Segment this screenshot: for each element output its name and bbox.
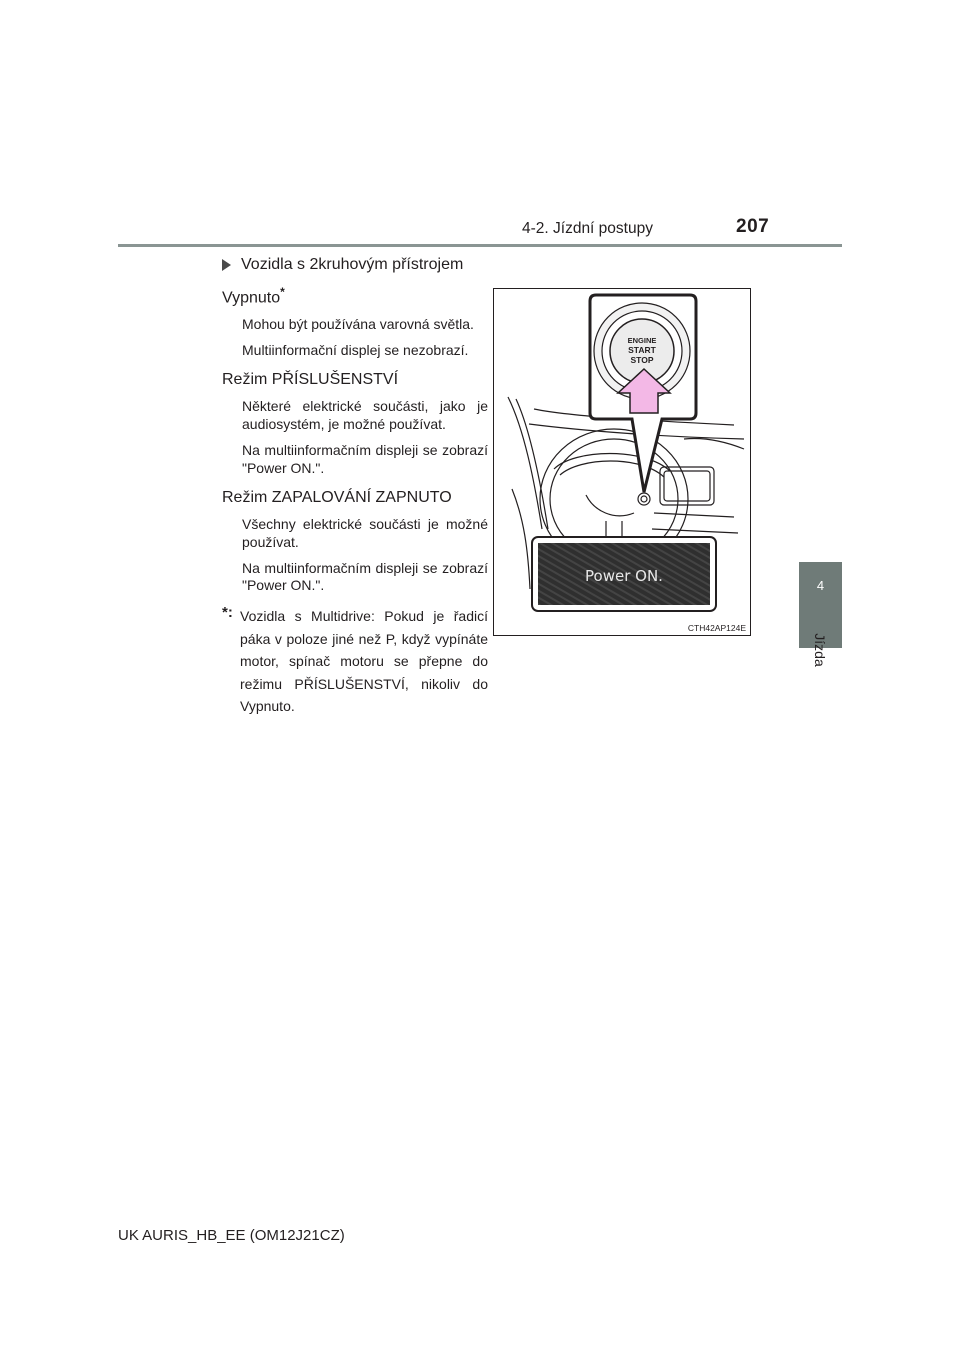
main-content [222,255,488,717]
chapter-number: 4 [816,578,825,593]
footnote [222,605,488,717]
footnote-marker: * [280,285,285,299]
mode-accessory-paragraph: Na multiinformačním displeji se zobrazí "Power ON.". [242,441,488,476]
mode-off-paragraph: Mohou být používána varovná světla. [242,316,474,333]
button-line-1: ENGINE [627,336,657,345]
figure-engine-switch [493,288,751,636]
lead-item-text: Vozidla s 2kruhovým přístrojem [241,256,464,273]
chapter-label: Jízda [812,633,828,667]
dashboard-illustration [494,289,750,635]
mode-title-off-text: Vypnuto [222,289,281,307]
mode-ignition-paragraph: Na multiinformačním displeji se zobrazí "Power ON.". [242,559,488,594]
mode-title-accessory: Režim PŘÍSLUŠENSTVÍ [222,371,399,389]
figure-code: CTH42AP124E [687,623,746,633]
display-callout [532,537,716,611]
footnote-mark: *: [222,604,233,622]
header-rule [118,244,842,247]
mode-off-paragraph: Multiinformační displej se nezobrazí. [242,342,469,359]
mode-title-off [222,285,488,308]
button-line-2: START [628,345,656,355]
footer-text: UK AURIS_HB_EE (OM12J21CZ) [118,1227,345,1244]
display-text: Power ON. [585,567,663,585]
mode-accessory-paragraph: Některé elektrické součásti, jako je audiosystém, je možné používat. [242,398,488,433]
page-number: 207 [736,216,770,237]
triangle-bullet-icon [222,259,231,271]
footnote-text: Vozidla s Multidrive: Pokud je řadicí páka v poloze jiné než P, když vypínáte motor, spínač motoru se přepne do režimu PŘÍSLUŠENSTVÍ, nikoliv do Vypnuto. [240,608,488,714]
lead-item [222,255,488,275]
section-title: 4-2. Jízdní postupy [522,220,653,237]
mode-ignition-paragraph: Všechny elektrické součásti je možné používat. [242,515,488,550]
mode-title-ignition: Režim ZAPALOVÁNÍ ZAPNUTO [222,488,452,506]
callout-bubble [590,295,696,492]
button-line-3: STOP [630,355,654,365]
